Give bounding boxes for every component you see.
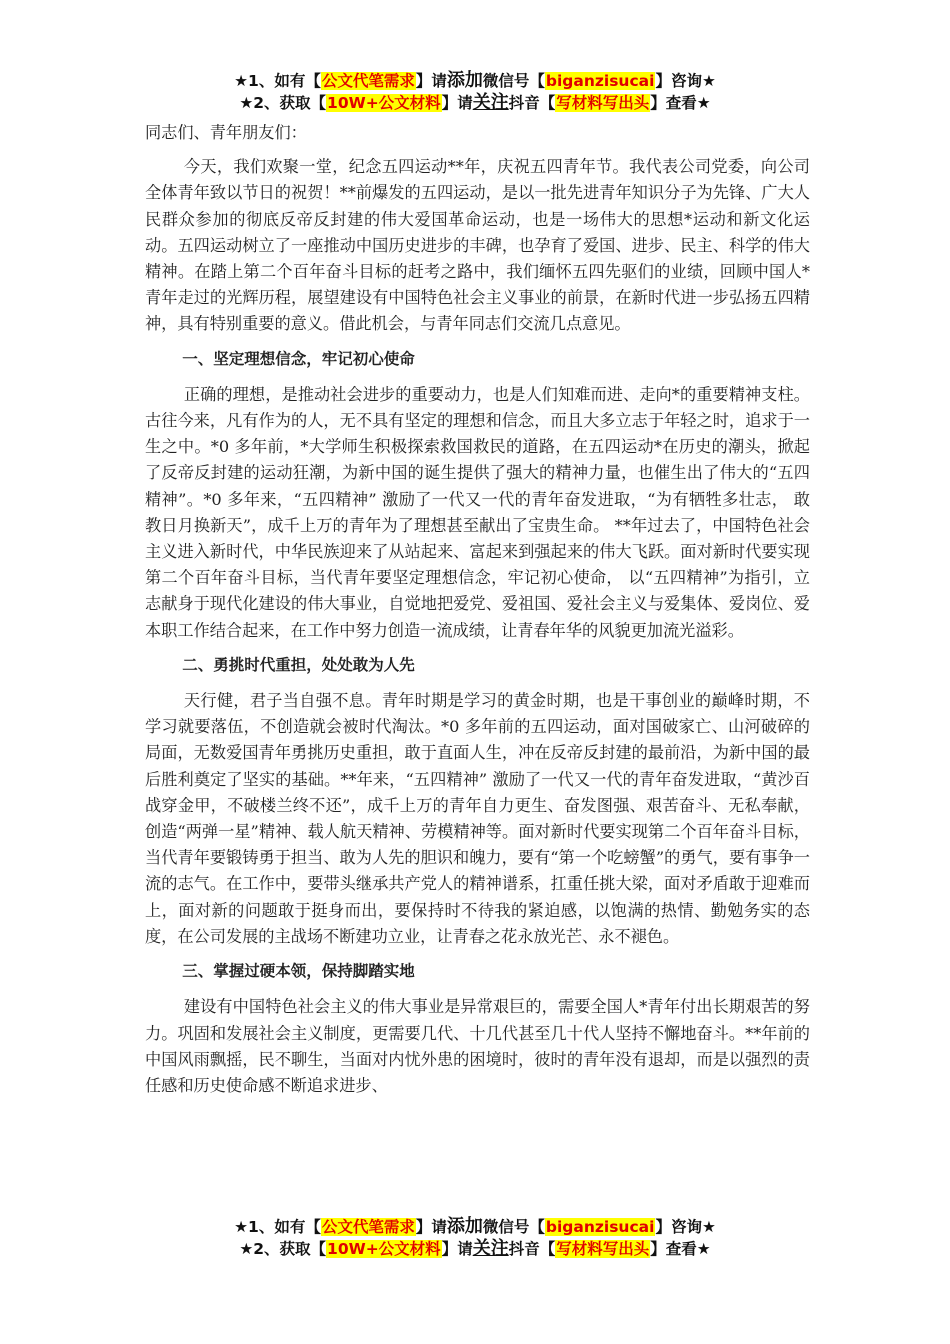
promo-line-2 — [0, 92, 950, 114]
promo-line-2 — [0, 1238, 950, 1260]
promo-text: 】请 — [441, 94, 473, 112]
promo-text: 微信号【 — [482, 72, 545, 90]
promo-text: 】请 — [441, 1240, 473, 1258]
promo-text: 】查看★ — [650, 1240, 711, 1258]
promo-text: 抖音【 — [508, 1240, 556, 1258]
speech-document — [145, 120, 810, 1099]
section-3-paragraph: 建设有中国特色社会主义的伟大事业是异常艰巨的，需要全国人*青年付出长期艰苦的努力。巩固和发展社会主义制度，更需要几代、十几代甚至几十代人坚持不懈地奋斗。**年前的中国风雨飘摇，民不聊生，当面对内忧外患的困境时，彼时的青年没有退却，而是以强烈的责任感和历史使命感不断追求进步、 — [145, 997, 810, 1095]
promo-banner-top — [0, 70, 950, 114]
promo-text: ★1、如有【 — [234, 72, 321, 90]
promo-text: 】咨询★ — [655, 1218, 716, 1236]
section-2-paragraph: 天行健，君子当自强不息。青年时期是学习的黄金时期，也是干事创业的巅峰时期，不学习就要落伍，不创造就会被时代淘汰。*0 多年前的五四运动，面对国破家亡、山河破碎的局面，无数爱国青年勇挑历史重担，敢于直面人生，冲在反帝反封建的最前沿，为新中国的最后胜利奠定了坚实的基础。**年来，“五四精神” 激励了一代又一代的青年奋发进取，“黄沙百战穿金甲，不破楼兰终不还”，成千上万的青年自力更生、奋发图强、艰苦奋斗、无私奉献，创造“两弹一星”精神、载人航天精神、劳模精神等。面对新时代要实现第二个百年奋斗目标，当代青年要锻铸勇于担当、敢为人先的胆识和魄力，要有“第一个吃螃蟹”的勇气，要有事争一流的志气。在工作中，要带头继承共产党人的精神谱系，扛重任挑大梁，面对矛盾敢于迎难而上，面对新的问题敢于挺身而出，要保持时不待我的紧迫感，以饱满的热情、勤勉务实的态度，在公司发展的主战场不断建功立业，让青春之花永放光芒、永不褪色。 — [145, 691, 810, 946]
promo-banner-bottom — [0, 1216, 950, 1260]
intro-paragraph: 今天，我们欢聚一堂，纪念五四运动**年，庆祝五四青年节。我代表公司党委，向公司全体青年致以节日的祝贺！**前爆发的五四运动，是以一批先进青年知识分子为先锋、广大人民群众参加的彻底反帝反封建的伟大爱国革命运动，也是一场伟大的思想*运动和新文化运动。五四运动树立了一座推动中国历史进步的丰碑，也孕育了爱国、进步、民主、科学的伟大精神。在踏上第二个百年奋斗目标的赶考之路中，我们缅怀五四先驱们的业绩，回顾中国人*青年走过的光辉历程，展望建设有中国特色社会主义事业的前景，在新时代进一步弘扬五四精神，具有特别重要的意义。借此机会，与青年同志们交流几点意见。 — [145, 157, 810, 334]
section-1-paragraph: 正确的理想，是推动社会进步的重要动力，也是人们知难而进、走向*的重要精神支柱。古往今来，凡有作为的人，无不具有坚定的理想和信念，而且大多立志于年轻之时，追求于一生之中。*0 多年前，*大学师生积极探索救国救民的道路，在五四运动*在历史的潮头，掀起了反帝反封建的运动狂潮，为新中国的诞生提供了强大的精神力量，也催生出了伟大的“五四精神”。*0 多年来，“五四精神” 激励了一代又一代的青年奋发进取，“为有牺牲多壮志， 敢教日月换新天”，成千上万的青年为了理想甚至献出了宝贵生命。 **年过去了，中国特色社会主义进入新时代，中华民族迎来了从站起来、富起来到强起来的伟大飞跃。面对新时代要实现第二个百年奋斗目标，当代青年要坚定理想信念，牢记初心使命， 以“五四精神”为指引，立志献身于现代化建设的伟大事业，自觉地把爱党、爱祖国、爱社会主义与爱集体、爱岗位、爱本职工作结合起来，在工作中努力创造一流成绩，让青春年华的风貌更加流光溢彩。 — [145, 384, 810, 640]
promo-text: 】请 — [415, 1218, 447, 1236]
promo-emphasis: 添加 — [446, 70, 483, 91]
promo-emphasis: 关注 — [472, 92, 509, 113]
promo-line-1 — [0, 70, 950, 92]
promo-highlight: 10W+公文材料 — [327, 1240, 441, 1258]
promo-wechat-id: biganzisucai — [545, 72, 655, 90]
promo-text: 抖音【 — [508, 94, 556, 112]
promo-emphasis: 关注 — [472, 1238, 509, 1259]
promo-text: 】咨询★ — [655, 72, 716, 90]
promo-douyin-account: 写材料写出头 — [556, 94, 650, 112]
promo-douyin-account: 写材料写出头 — [556, 1240, 650, 1258]
promo-text: 】请 — [415, 72, 447, 90]
promo-highlight: 10W+公文材料 — [327, 94, 441, 112]
promo-line-1 — [0, 1216, 950, 1238]
promo-emphasis: 添加 — [446, 1216, 483, 1237]
promo-text: ★1、如有【 — [234, 1218, 321, 1236]
promo-highlight: 公文代笔需求 — [321, 72, 415, 90]
section-2-heading: 二、勇挑时代重担，处处敢为人先 — [182, 655, 415, 674]
promo-wechat-id: biganzisucai — [545, 1218, 655, 1236]
promo-text: ★2、获取【 — [239, 1240, 327, 1258]
section-1-heading: 一、坚定理想信念，牢记初心使命 — [182, 349, 415, 368]
promo-text: ★2、获取【 — [239, 94, 327, 112]
promo-highlight: 公文代笔需求 — [321, 1218, 415, 1236]
section-3-heading: 三、掌握过硬本领，保持脚踏实地 — [182, 962, 415, 981]
greeting: 同志们、青年朋友们： — [145, 123, 307, 142]
promo-text: 】查看★ — [650, 94, 711, 112]
promo-text: 微信号【 — [482, 1218, 545, 1236]
